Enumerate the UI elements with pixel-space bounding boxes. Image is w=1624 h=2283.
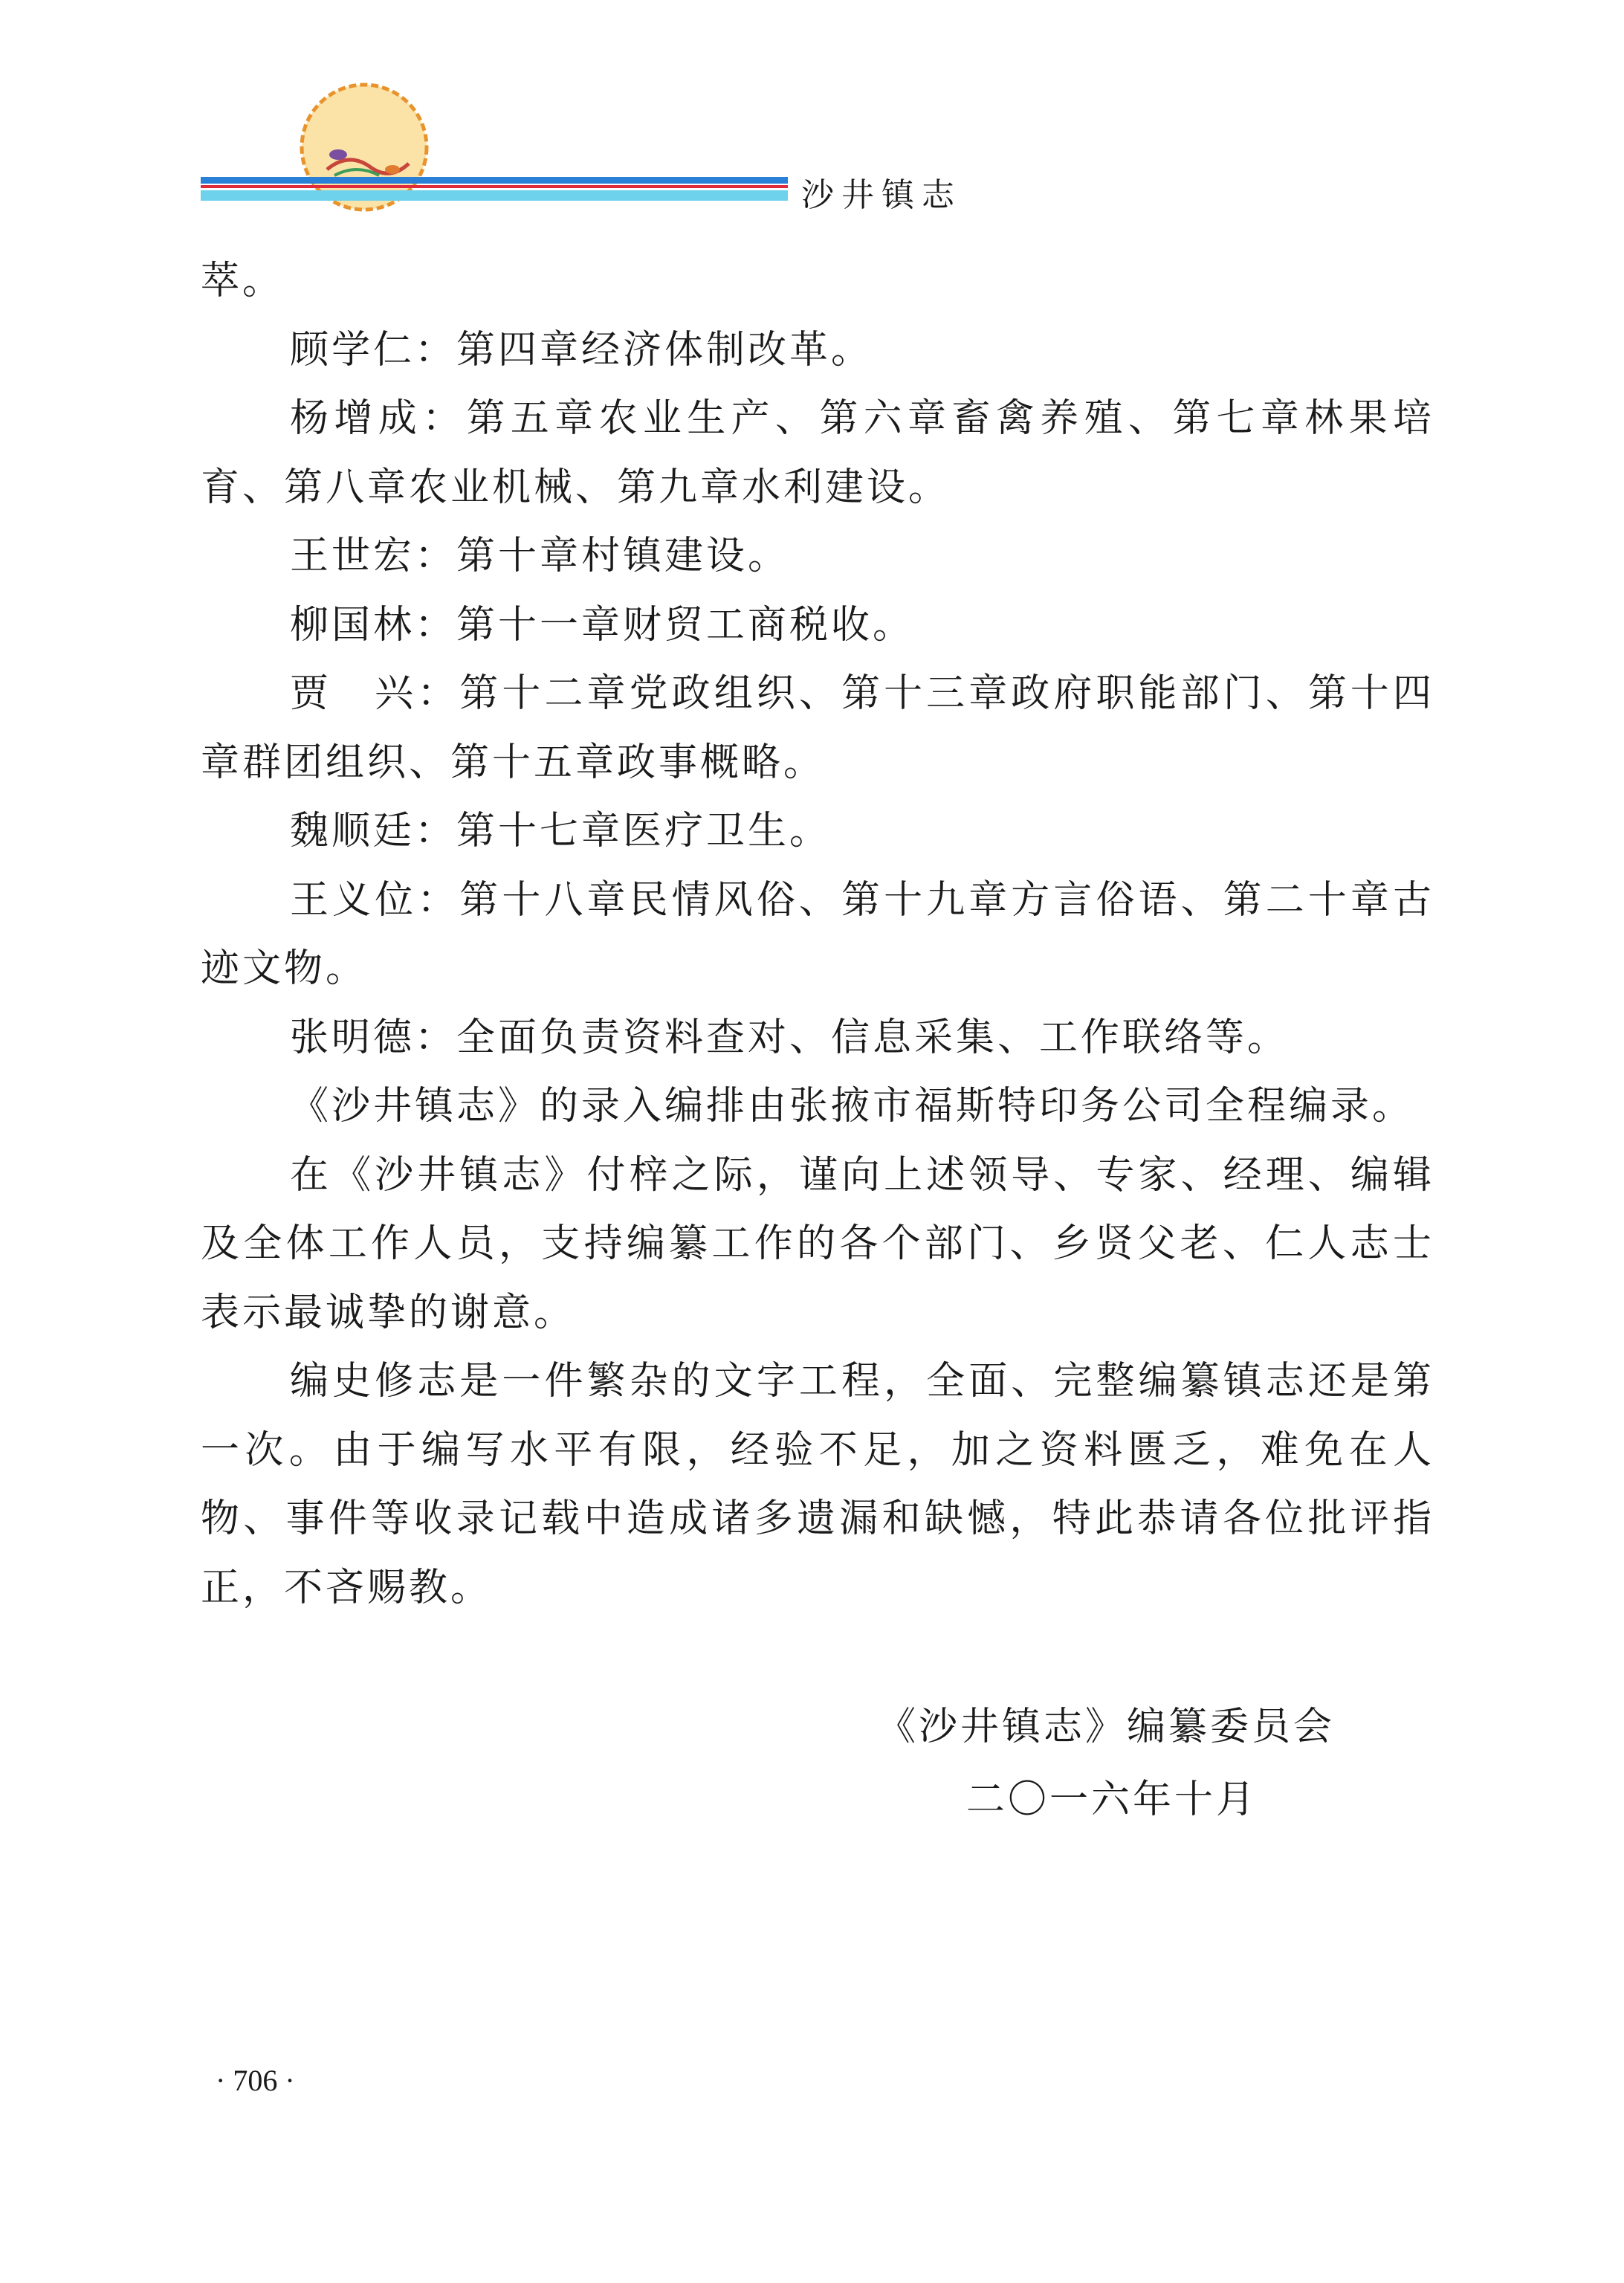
paragraph: 编史修志是一件繁杂的文字工程，全面、完整编纂镇志还是第一次。由于编写水平有限，经验不足，加之资料匮乏，难免在人物、事件等收录记载中造成诸多遗漏和缺憾，特此恭请各位批评指正，不吝赐教。 [201,1359,1434,1610]
paragraph: 王世宏：第十章村镇建设。 [290,534,790,578]
paragraph: 在《沙井镇志》付梓之际，谨向上述领导、专家、经理、编辑及全体工作人员，支持编纂工作的各个部门、乡贤父老、仁人志士表示最诚挚的谢意。 [201,1152,1434,1335]
paragraph: 顾学仁：第四章经济体制改革。 [290,327,873,372]
body-text [201,247,1434,1622]
paragraph: 魏顺廷：第十七章医疗卫生。 [290,809,832,853]
signoff-date: 二〇一六年十月 [966,1777,1258,1822]
header-rule-blue [201,177,788,184]
header-rule-red [201,185,788,188]
page-header [0,0,1624,223]
paragraph: 王义位：第十八章民情风俗、第十九章方言俗语、第二十章古迹文物。 [201,877,1434,991]
paragraph: 贾 兴：第十二章党政组织、第十三章政府职能部门、第十四章群团组织、第十五章政事概略。 [201,671,1434,785]
signoff-committee: 《沙井镇志》编纂委员会 [877,1705,1336,1749]
paragraph: 《沙井镇志》的录入编排由张掖市福斯特印务公司全程编录。 [290,1084,1414,1128]
paragraph: 张明德：全面负责资料查对、信息采集、工作联络等。 [290,1015,1290,1060]
paragraph: 柳国林：第十一章财贸工商税收。 [290,602,915,648]
running-title: 沙井镇志 [801,176,962,214]
paragraph: 杨增成：第五章农业生产、第六章畜禽养殖、第七章林果培育、第八章农业机械、第九章水利建设。 [201,396,1434,510]
header-rule-cyan [201,190,788,201]
paragraph: 萃。 [201,259,285,303]
page-number: · 706 · [216,2064,295,2097]
